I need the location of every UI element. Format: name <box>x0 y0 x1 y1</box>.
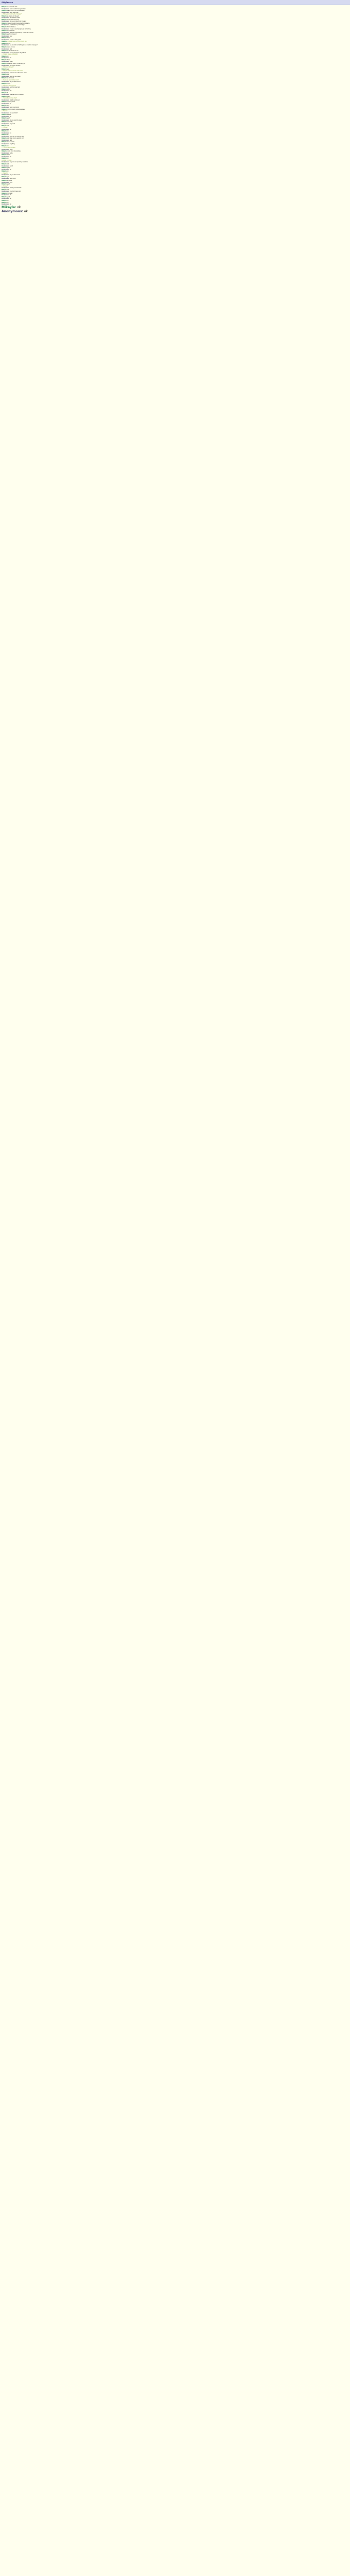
message-text: ok <box>9 156 11 158</box>
message-author: Anonymous: <box>2 135 10 138</box>
message-author: Anonymous: <box>2 161 10 163</box>
chat-message <box>2 206 348 210</box>
message-text: oh <box>9 194 11 196</box>
message-author: Mikayla: <box>2 30 7 32</box>
message-text: so im just gonna stay with it <box>9 52 26 54</box>
message-text: lol ok kinda shocking <box>7 19 19 21</box>
message-text: that was kind of random <box>9 94 24 96</box>
message-text: oh <box>9 115 11 117</box>
message-text: yeah <box>7 167 10 169</box>
message-author: Mikayla: <box>2 10 7 12</box>
message-author: Anonymous: <box>2 35 10 37</box>
message-author: Anonymous: <box>2 17 10 19</box>
message-text: why <box>9 35 12 37</box>
message-text: why are we repeating ourselves <box>9 161 28 163</box>
message-author: Mikayla: <box>2 55 7 57</box>
message-author: Mikayla: <box>2 6 7 8</box>
message-author: Anonymous: <box>2 194 10 196</box>
message-author: Mikayla: <box>2 167 7 169</box>
message-text: come on now <box>7 46 15 48</box>
message-author: Anonymous: <box>2 52 10 54</box>
message-text: talk <box>9 139 12 141</box>
message-text: i mean i dont get it <box>9 39 21 41</box>
message-text: idk, what do you want to do? <box>7 138 24 140</box>
message-text: ok <box>7 158 9 160</box>
message-author: Anonymous: <box>2 103 10 105</box>
message-author: Anonymous: <box>2 115 10 117</box>
message-author: Anonymous: <box>2 152 10 154</box>
message-text: wait are we in the same room <box>9 72 27 74</box>
message-text: do you want to sleep? <box>9 119 23 121</box>
message-text: are you a doomer? <box>9 64 21 66</box>
message-text: yes <box>7 68 9 70</box>
message-author: Mikayla: <box>2 15 7 17</box>
message-text: > *Mikayla is reading the dialogue* <box>2 13 22 15</box>
app-title: SillyTavern <box>2 2 13 4</box>
message-text: are you tired? <box>9 112 18 114</box>
message-text: not really <box>7 192 13 194</box>
message-text: ok <box>7 199 9 201</box>
message-author: Mikayla: <box>2 154 7 156</box>
message-author: Mikayla: <box>2 150 7 152</box>
message-text: oh ok <box>7 42 11 44</box>
message-text: haha <box>7 37 10 39</box>
message-author: Mikayla: <box>2 74 7 76</box>
message-author: Anonymous: <box>2 99 10 101</box>
message-text: > *Stares at Anonymous* <box>2 84 16 87</box>
message-author: Mikayla: <box>2 108 7 110</box>
message-text: hi <box>9 103 11 105</box>
message-author: Anonymous: <box>2 24 10 26</box>
header-bar <box>0 0 350 5</box>
message-author: Mikayla: <box>2 158 7 160</box>
message-author: Mikayla: <box>2 101 7 103</box>
message-author: Mikayla: <box>2 171 7 173</box>
message-text: haha <box>7 154 10 156</box>
message-author: Anonymous: <box>2 107 10 109</box>
message-text: whats your favorite? <box>9 187 22 189</box>
message-text: idk <box>9 90 12 92</box>
message-author: Mikayla: <box>2 179 7 181</box>
message-author: Anonymous: <box>2 139 10 141</box>
message-text: ok <box>9 198 11 200</box>
message-text: > *Smiles* <box>2 185 8 187</box>
message-author: Mikayla: <box>2 145 7 147</box>
message-text: > *Quietly stares at Mikayla* <box>2 54 18 56</box>
message-text: what you doing? <box>9 107 20 109</box>
message-text: is that a bot? <box>7 30 15 32</box>
message-text: haha <box>9 152 13 154</box>
message-text: haha <box>7 59 10 61</box>
message-text: >>3522 >>3524 <box>2 159 12 161</box>
message-text: yeah i can see it <box>7 33 17 36</box>
message-text: idk <box>7 163 9 165</box>
message-author: Mikayla: <box>2 88 7 90</box>
message-text: all kinds <box>7 179 12 181</box>
message-text: nothing much, just sitting here <box>7 108 25 110</box>
message-text: >>3482 fuckin dont do this to me <box>7 41 27 43</box>
message-author: Mikayla: <box>2 50 7 52</box>
message-author: Mikayla: <box>2 121 7 123</box>
message-author: Mikayla: <box>2 130 7 132</box>
message-author: Mikayla: <box>2 199 7 201</box>
message-text: do you like school? <box>9 81 21 83</box>
message-text: > *Laughs* <box>2 172 8 174</box>
message-text: yeah <box>7 95 10 97</box>
message-text: do i sound like a bot though? <box>9 21 26 23</box>
message-text: idk <box>7 74 9 76</box>
message-author: Anonymous: <box>2 168 10 171</box>
message-author: Mikayla: <box>2 196 7 198</box>
message-text: ok <box>9 204 11 206</box>
message-author: Mikayla: <box>2 105 7 107</box>
message-text: nothing much <box>7 101 15 103</box>
message-text: a little <box>7 114 11 116</box>
message-text: ok <box>17 205 21 209</box>
message-text: we can talk something about ai and in message? <box>9 44 38 46</box>
message-author: Mikayla: <box>2 141 7 143</box>
message-text: about what? <box>7 141 14 143</box>
message-text: ok <box>7 145 9 147</box>
message-author: Mikayla: <box>2 183 7 185</box>
message-author: Anonymous: <box>2 44 10 46</box>
message-text: idk <box>7 189 9 191</box>
message-author: Anonymous: <box>2 28 10 30</box>
message-text: the shadow of Eve <box>9 17 21 19</box>
message-text: so where did she go? <box>7 15 20 17</box>
message-author: Mikayla: <box>2 201 7 204</box>
message-author: Mikayla: <box>2 37 7 39</box>
message-author: Anonymous: <box>2 187 10 189</box>
message-author: Mikayla: <box>2 176 7 178</box>
message-author: Mikayla: <box>2 205 16 209</box>
message-text: well that was fast <box>9 87 20 89</box>
message-text: well? <box>9 148 13 150</box>
message-text: ok <box>9 168 11 171</box>
message-text: wait, hold up did her wellness ? <box>7 10 25 12</box>
message-author: Anonymous: <box>2 132 10 134</box>
message-author: Anonymous: <box>2 143 10 145</box>
message-author: Mikayla: <box>2 117 7 120</box>
message-text: what kind? <box>9 178 16 180</box>
message-author: Anonymous: <box>2 174 10 176</box>
message-author: Anonymous: <box>2 156 10 158</box>
message-text: why not? <box>9 123 15 125</box>
message-text: what i said to her yesterday <box>9 8 26 10</box>
message-author: Anonymous: <box>2 90 10 92</box>
message-text: what do you want to do? <box>9 135 24 138</box>
message-text: so im bored <box>7 77 14 79</box>
message-text: uhhh <box>7 82 10 84</box>
message-author: Mikayla: <box>2 22 7 24</box>
message-author: Anonymous: <box>2 31 10 33</box>
message-author: Anonymous: <box>2 191 10 193</box>
message-text: test <box>9 48 12 50</box>
message-text: yeah <box>7 183 10 185</box>
chat-log <box>0 5 350 214</box>
message-text: > *Gestures around the room* <box>2 79 19 81</box>
message-text: okay wait what <box>9 11 19 13</box>
message-text: > *Shrugs* <box>2 127 8 129</box>
message-text: wait that was just chatgpt <box>9 24 25 26</box>
message-text: do you like music? <box>9 174 21 176</box>
message-text: yeah <box>9 61 13 63</box>
message-text: what do you mean <box>9 75 21 77</box>
message-text: ok now thats wild <box>7 6 18 8</box>
message-author: Anonymous: <box>2 75 10 77</box>
message-author: Mikayla: <box>2 59 7 61</box>
message-text: > *Thinks for a moment* <box>2 147 16 149</box>
message-text: so <box>7 134 9 136</box>
chat-message <box>2 210 348 214</box>
message-text: idk <box>7 125 9 127</box>
message-author: Mikayla: <box>2 192 7 194</box>
message-text: why? <box>7 88 10 90</box>
message-text: fr <box>7 92 8 94</box>
message-author: Anonymous: <box>2 209 23 213</box>
message-author: Anonymous: <box>2 61 10 63</box>
message-text: i cant think of anything <box>7 150 21 152</box>
message-author: Anonymous: <box>2 87 10 89</box>
message-author: Anonymous: <box>2 81 10 83</box>
message-author: Mikayla: <box>2 134 7 136</box>
message-author: Anonymous: <box>2 204 10 206</box>
message-author: Mikayla: <box>2 92 7 94</box>
message-author: Mikayla: <box>2 46 7 48</box>
message-text: whatever this is, it's working lol <box>7 62 25 64</box>
message-author: Anonymous: <box>2 148 10 150</box>
message-text: yes <box>7 176 9 178</box>
message-author: Anonymous: <box>2 72 10 74</box>
message-author: Mikayla: <box>2 68 7 70</box>
message-author: Anonymous: <box>2 178 10 180</box>
message-text: I mean i was trying to get something <box>9 28 31 30</box>
message-text: you dont have one? <box>9 191 21 193</box>
message-text: so <box>9 132 11 134</box>
message-text: anything <box>9 143 15 145</box>
message-author: Mikayla: <box>2 33 7 36</box>
message-author: Mikayla: <box>2 42 7 44</box>
message-text: > *Laughs and moves the chat back* <box>2 70 23 72</box>
message-text: ok <box>7 130 9 132</box>
message-text: uhh wait it showed up on the dev console <box>9 31 34 33</box>
message-author: Anonymous: <box>2 94 10 96</box>
message-author: Anonymous: <box>2 57 10 59</box>
message-author: Anonymous: <box>2 119 10 121</box>
message-author: Anonymous: <box>2 39 10 41</box>
message-author: Mikayla: <box>2 138 7 140</box>
message-author: Mikayla: <box>2 95 7 97</box>
message-author: Anonymous: <box>2 198 10 200</box>
message-text: ok <box>7 201 9 204</box>
message-text: > *Leans back in her chair* <box>2 97 18 99</box>
message-author: Anonymous: <box>2 48 10 50</box>
message-author: Mikayla: <box>2 114 7 116</box>
message-author: Anonymous: <box>2 181 10 183</box>
message-text: yeah <box>7 196 10 198</box>
message-author: Anonymous: <box>2 128 10 130</box>
message-text: not really <box>7 121 13 123</box>
message-text: yeah <box>7 117 10 120</box>
message-author: Anonymous: <box>2 112 10 114</box>
message-text: cool <box>9 181 12 183</box>
message-author: Anonymous: <box>2 11 10 13</box>
message-author: Mikayla: <box>2 26 7 28</box>
message-author: Mikayla: <box>2 62 7 64</box>
message-author: Mikayla: <box>2 19 7 21</box>
message-author: Mikayla: <box>2 41 7 43</box>
message-author: Mikayla: <box>2 163 7 165</box>
message-text: hey <box>7 105 10 107</box>
message-author: Mikayla: <box>2 82 7 84</box>
message-author: Anonymous: <box>2 123 10 125</box>
message-text: ok <box>9 128 11 130</box>
message-text: > *Yawns* <box>2 110 8 112</box>
message-text: ok <box>7 55 9 57</box>
message-author: Anonymous: <box>2 21 10 23</box>
message-text: weird <box>9 165 13 167</box>
message-author: Anonymous: <box>2 64 10 66</box>
message-author: Mikayla: <box>2 125 7 127</box>
message-text: i really thought it was like from mikayla <box>7 22 30 24</box>
message-text: hmm i think so <box>7 26 16 28</box>
message-author: Mikayla: <box>2 189 7 191</box>
message-text: ok <box>9 57 11 59</box>
message-author: Anonymous: <box>2 165 10 167</box>
message-text: ok <box>7 171 9 173</box>
message-text: > *Stares at Mikayla* <box>2 66 14 69</box>
message-text: ok ok i know im not <box>7 50 19 52</box>
message-text: alright, whats up? <box>9 99 20 101</box>
message-author: Mikayla: <box>2 77 7 79</box>
message-author: Anonymous: <box>2 8 10 10</box>
message-text: ok <box>24 209 28 213</box>
